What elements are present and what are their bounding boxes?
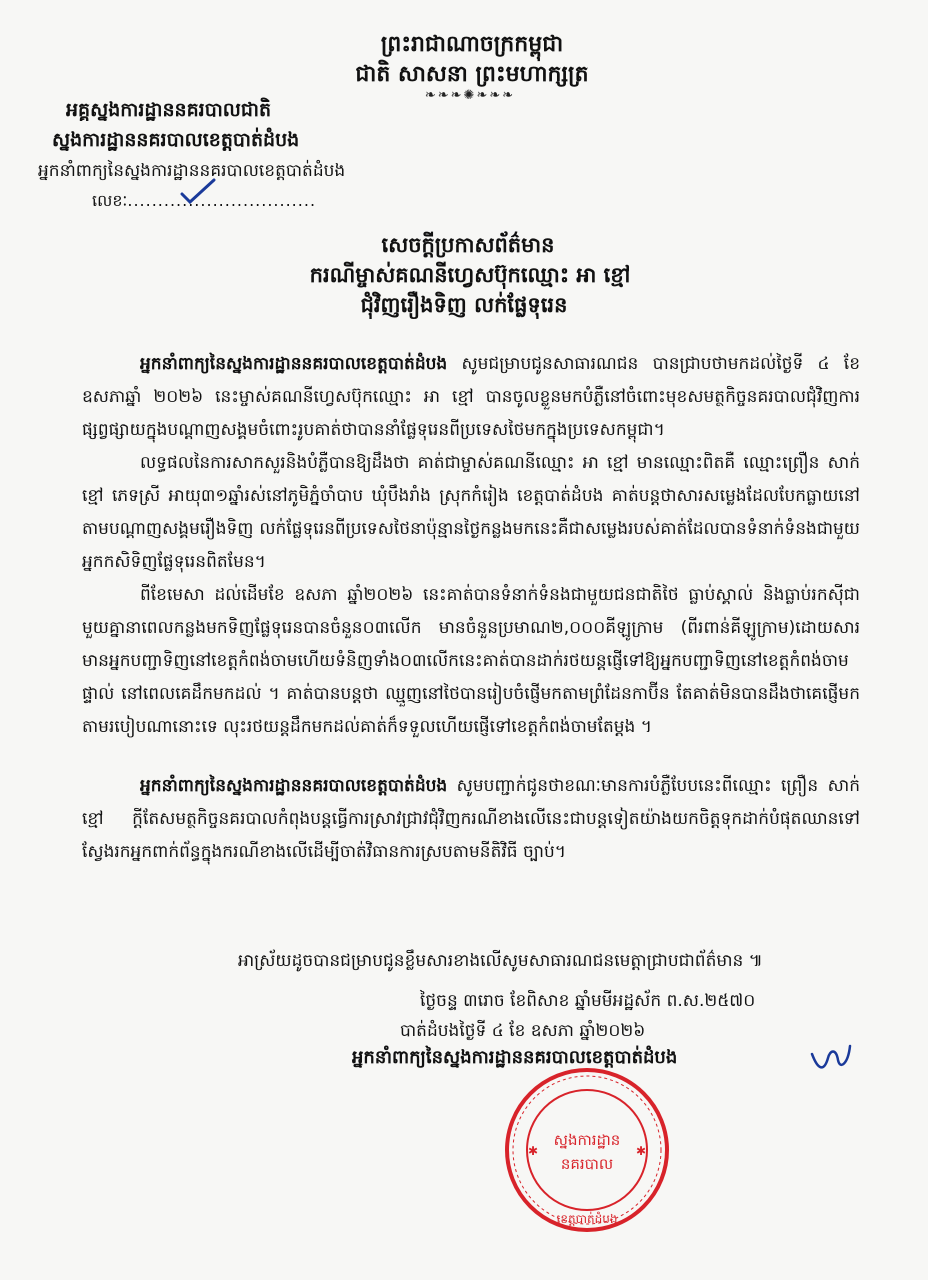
national-motto: ជាតិ សាសនា ព្រះមហាក្សត្រ <box>355 62 589 87</box>
announcement-subject: ករណីម្ចាស់គណនីហ្វេសប៊ុកឈ្មោះ អា ខ្មៅ <box>309 263 631 287</box>
paragraph-4-lead: អ្នកនាំពាក្យនៃស្នងការដ្ឋាននគរបាលខេត្តបាត់ដំបង <box>140 776 448 796</box>
reference-label: លេខៈ <box>92 191 128 210</box>
paragraph-3: ពីខែមេសា ដល់ដើមខែ ឧសភា ឆ្នាំ២០២៦ នេះគាត់បានទំនាក់ទំនងជាមួយជនជាតិថៃ ធ្លាប់ស្គាល់ និងធ្លាប់រកស៊ីជាមួយគ្នានាពេលកន្លងមកទិញផ្លែទុរេនបានចំនួន០៣លើក មានចំនួនប្រមាណ២,០០០គីឡូក្រាម (ពីរពាន់គីឡូក្រាម)ដោយសារមានអ្នកបញ្ជាទិញនៅខេត្តកំពង់ចាមហើយទំនិញទាំង០៣លើកនេះគាត់បានដាក់រថយន្តផ្ញើទៅឱ្យអ្នកបញ្ជាទិញនៅខេត្តកំពង់ចាមផ្ទាល់ នៅពេលគេដឹកមកដល់ ។ គាត់បានបន្តថា ឈ្មួញនៅថៃបានរៀបចំផ្ញើមកតាមព្រំដែនកាប៊ីន តែគាត់មិនបានដឹងថាគេផ្ញើមកតាមរបៀបណានោះទេ លុះរថយន្តដឹកមកដល់គាត់ក៏ទទួលហើយផ្ញើទៅខេត្តកំពង់ចាមតែម្តង ។ <box>82 585 860 737</box>
paragraph-1 <box>82 348 860 447</box>
issuer-provincial-commissariat: ស្នងការដ្ឋាននគរបាលខេត្តបាត់ដំបង <box>52 129 300 151</box>
reference-dots: ............................... <box>127 191 317 210</box>
svg-text:✱: ✱ <box>528 1144 539 1158</box>
announcement-title: សេចក្តីប្រកាសព័ត៌មាន <box>381 233 555 257</box>
ornament-divider: ❧❧❧✺❧❧❧ <box>424 88 516 103</box>
official-seal-stamp <box>502 1065 672 1235</box>
kingdom-title: ព្រះរាជាណាចក្រកម្ពុជា <box>380 32 564 57</box>
closing-statement: អាស្រ័យដូចបានជម្រាបជូនខ្លឹមសារខាងលើសូមសាធារណជនមេត្តាជ្រាបជាព័ត៌មាន ៕ <box>238 951 763 971</box>
issuer-spokesperson: អ្នកនាំពាក្យនៃស្នងការដ្ឋាននគរបាលខេត្តបាត់ដំបង <box>38 161 346 181</box>
checkmark-icon <box>178 178 218 204</box>
announcement-topic: ជុំវិញរឿងទិញ លក់ផ្លែទុរេន <box>360 293 568 317</box>
issuer-general-commissariat: អគ្គស្នងការដ្ឋាននគរបាលជាតិ <box>66 99 272 121</box>
signer-title: អ្នកនាំពាក្យនៃស្នងការដ្ឋាននគរបាលខេត្តបាត់ដំបង <box>352 1047 678 1068</box>
stamp-inner-line2: នគរបាល <box>560 1155 614 1173</box>
paragraph-1-lead: អ្នកនាំពាក្យនៃស្នងការដ្ឋាននគរបាលខេត្តបាត់ដំបង <box>140 354 448 374</box>
svg-text:✱: ✱ <box>636 1144 647 1158</box>
solar-date: បាត់ដំបងថ្ងៃទី ៤ ខែ ឧសភា ឆ្នាំ២០២៦ <box>400 1021 646 1041</box>
announcement-body <box>82 348 860 869</box>
paragraph-4-text: សូមបញ្ជាក់ជូនថាខណៈមានការបំភ្លឺបែបនេះពីឈ្មោះ ព្រឿន សាក់ខ្មៅ ក្តីតែសមត្ថកិច្ចនគរបាលកំពុងបន្តធ្វើការស្រាវជ្រាវជុំវិញករណីខាងលើនេះជាបន្តទៀតយ៉ាងយកចិត្តទុកដាក់បំផុតឈានទៅស្វែងរកអ្នកពាក់ព័ន្ធក្នុងករណីខាងលើដើម្បីចាត់វិធានការស្របតាមនីតិវិធី ច្បាប់។ <box>82 776 860 862</box>
lunar-date: ថ្ងៃចន្ទ ៣រោច ខែពិសាខ ឆ្នាំមមីអដ្ឋស័ក ព.ស.២៥៧០ <box>420 991 756 1011</box>
paragraph-4 <box>82 770 860 869</box>
stamp-inner-line1: ស្នងការដ្ឋាន <box>553 1131 621 1149</box>
paragraph-1-text: សូមជម្រាបជូនសាធារណជន បានជ្រាបថាមកដល់ថ្ងៃទី ៤ ខែ ឧសភាឆ្នាំ ២០២៦ នេះម្ចាស់គណនីហ្វេសប៊ុកឈ្មោះ អា ខ្មៅ បានចូលខ្លួនមកបំភ្លឺនៅចំពោះមុខសមត្ថកិច្ចនគរបាលជុំវិញការផ្សព្វផ្សាយក្នុងបណ្តាញសង្គមចំពោះរូបគាត់ថាបាននាំផ្លែទុរេនពីប្រទេសថៃមកក្នុងប្រទេសកម្ពុជា។ <box>82 354 860 440</box>
signature-mark <box>808 1040 854 1076</box>
stamp-bottom-text: ខេត្តបាត់ដំបង <box>556 1212 618 1226</box>
paragraph-2: លទ្ធផលនៃការសាកសួរនិងបំភ្លឺបានឱ្យដឹងថា គាត់ជាម្ចាស់គណនីឈ្មោះ អា ខ្មៅ មានឈ្មោះពិតគឺ ឈ្មោះព្រឿន សាក់ខ្មៅ ភេទស្រី អាយុ៣១ឆ្នាំរស់នៅភូមិភ្នំចាំបាប ឃុំបឹងរាំង ស្រុកកំរៀង ខេត្តបាត់ដំបង គាត់បន្តថាសារសម្លេងដែលបែកធ្លាយនៅតាមបណ្តាញសង្គមរឿងទិញ លក់ផ្លែទុរេនពីប្រទេសថៃនាប៉ុន្មានថ្ងៃកន្លងមកនេះគឺជាសម្លេងរបស់គាត់ដែលបានទំនាក់ទំនងជាមួយអ្នកកសិទិញផ្លែទុរេនពិតមែន។ <box>82 453 860 572</box>
